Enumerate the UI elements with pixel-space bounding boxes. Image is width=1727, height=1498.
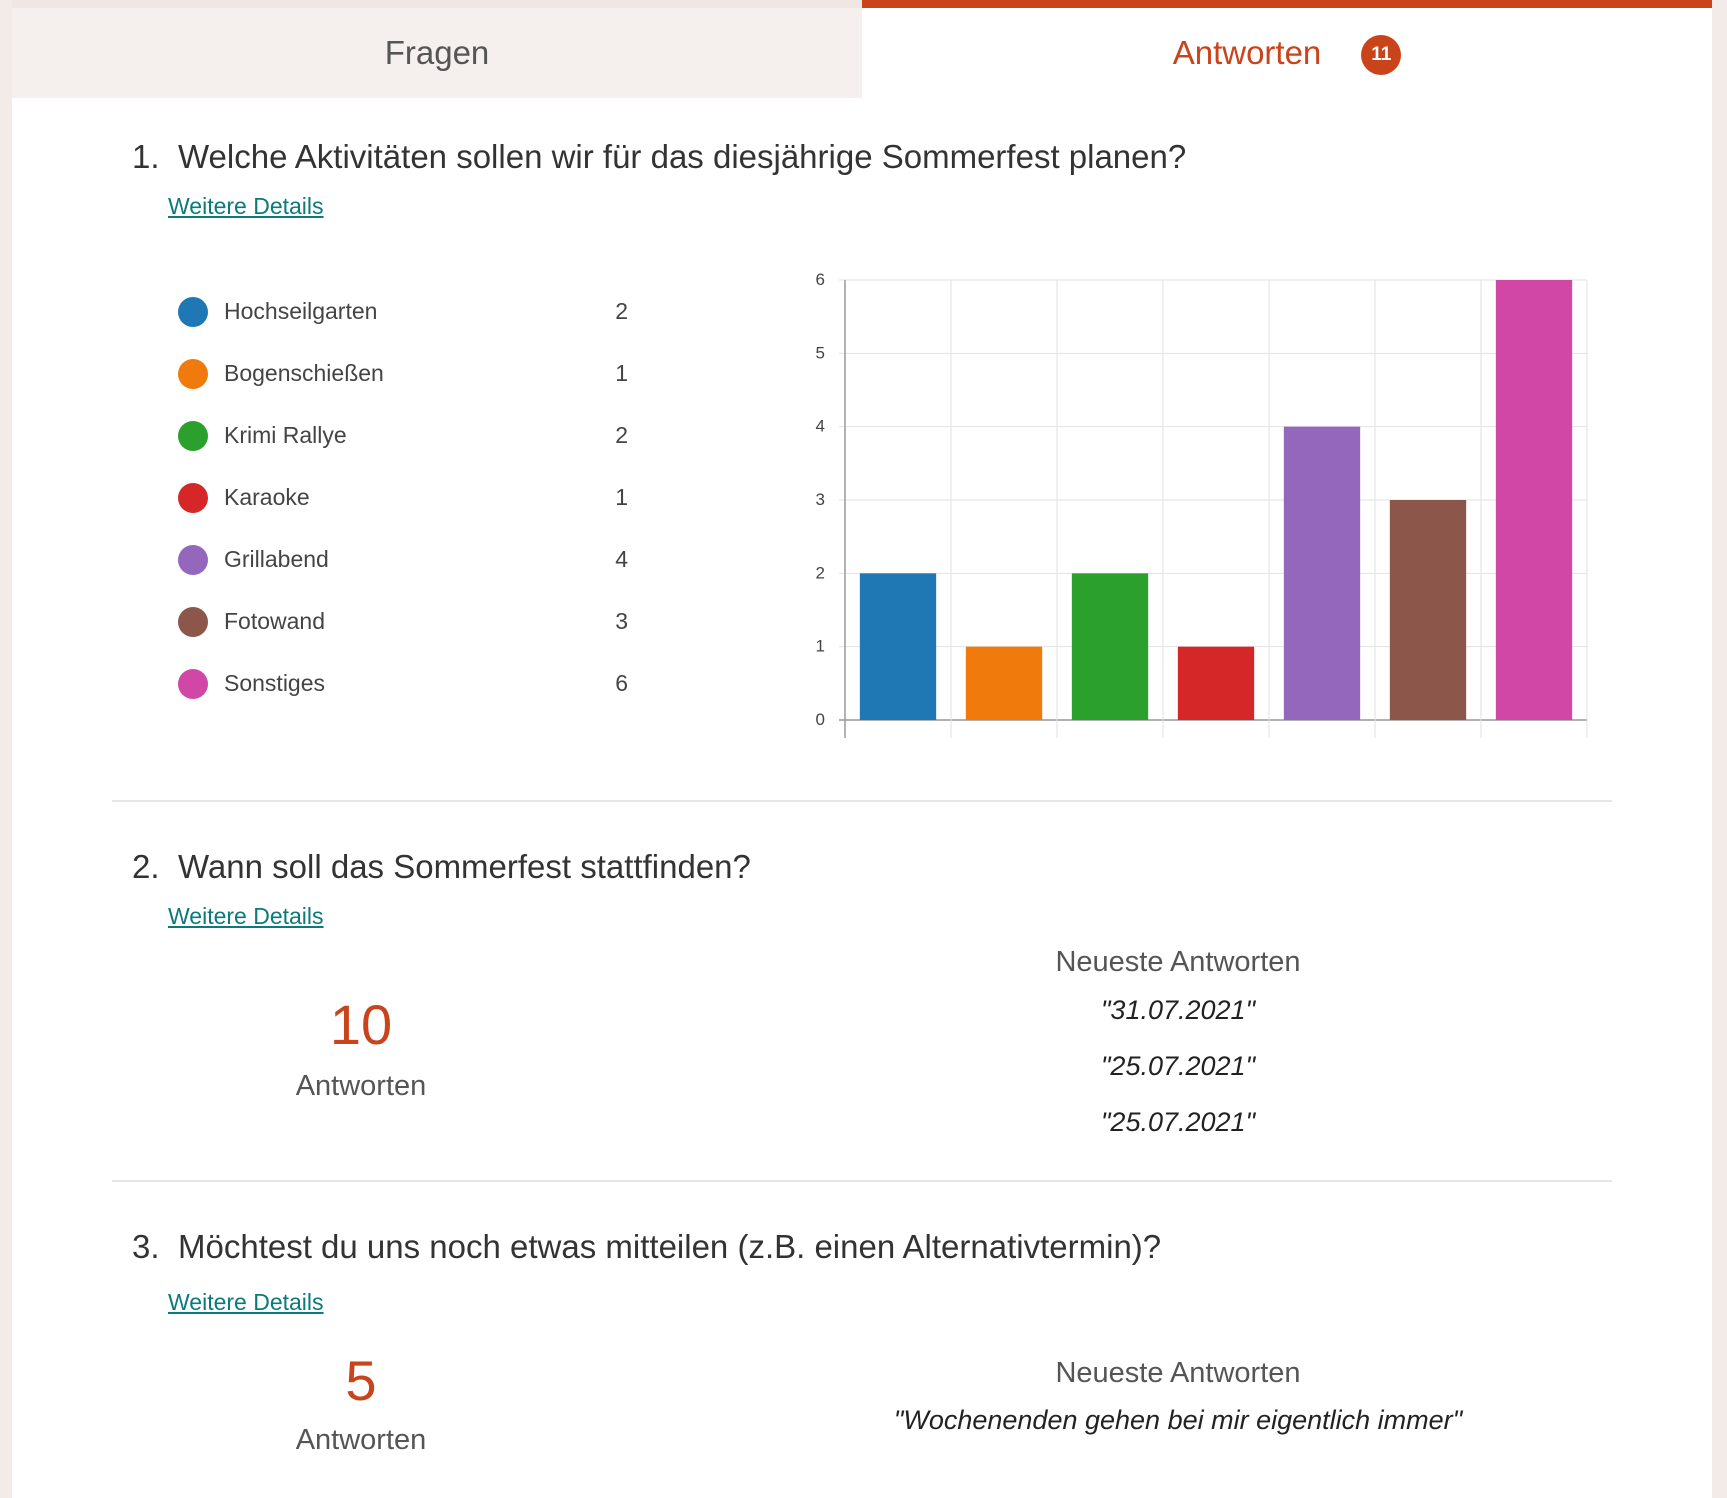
tab-responses-label: Antworten: [1172, 34, 1322, 71]
legend-count: 4: [615, 546, 628, 572]
question-2-response-count: 10: [329, 993, 393, 1056]
y-tick-label: 5: [815, 343, 825, 363]
latest-response: "25.07.2021": [1100, 1051, 1256, 1081]
legend-count: 6: [615, 670, 628, 696]
bar: [966, 647, 1042, 720]
legend-item: [178, 416, 628, 456]
question-3-latest-heading: Neueste Antworten: [1055, 1357, 1301, 1389]
section-divider: [112, 1180, 1612, 1182]
legend-item: [178, 540, 628, 580]
y-tick-label: 4: [815, 416, 825, 436]
question-1-text: Welche Aktivitäten sollen wir für das diesjährige Sommerfest planen?: [178, 138, 1187, 175]
question-2-latest-heading: Neueste Antworten: [1055, 946, 1301, 978]
question-1-number: 1.: [132, 138, 160, 175]
tab-questions[interactable]: [12, 0, 862, 98]
legend-color-dot: [178, 359, 208, 389]
question-2-number: 2.: [132, 848, 160, 885]
legend-count: 1: [615, 360, 628, 386]
legend-item: [178, 602, 628, 642]
tab-questions-label: Fragen: [384, 34, 490, 71]
legend-count: 2: [615, 422, 628, 448]
y-tick-label: 1: [815, 636, 825, 656]
legend-color-dot: [178, 669, 208, 699]
y-tick-label: 2: [815, 563, 825, 583]
question-3-details-link[interactable]: Weitere Details: [168, 1289, 324, 1315]
question-3-response-count: 5: [345, 1349, 377, 1412]
legend-label: Fotowand: [224, 608, 326, 634]
bar: [1390, 500, 1466, 720]
legend-item: [178, 292, 628, 332]
legend-color-dot: [178, 607, 208, 637]
question-2-text: Wann soll das Sommerfest stattfinden?: [178, 848, 751, 885]
question-3-title: [132, 1228, 1161, 1266]
legend-label: Sonstiges: [224, 670, 326, 696]
question-2-title: [132, 848, 751, 886]
bar: [860, 573, 936, 720]
question-2-response-label: Antworten: [295, 1070, 427, 1102]
y-tick-label: 0: [815, 710, 825, 729]
latest-response: "Wochenenden gehen bei mir eigentlich immer": [893, 1405, 1463, 1435]
responses-count-badge: 11: [1361, 35, 1401, 75]
legend-item: [178, 354, 628, 394]
section-divider: [112, 800, 1612, 802]
legend-label: Krimi Rallye: [224, 422, 347, 448]
legend-count: 3: [615, 608, 628, 634]
question-2-details-link[interactable]: Weitere Details: [168, 903, 324, 929]
legend-item: [178, 664, 628, 704]
y-tick-label: 3: [815, 490, 825, 509]
legend-color-dot: [178, 421, 208, 451]
latest-response: "25.07.2021": [1100, 1107, 1256, 1137]
latest-response: "31.07.2021": [1100, 995, 1256, 1025]
bar: [1284, 427, 1360, 720]
tab-bar: [12, 0, 1712, 98]
question-3-response-label: Antworten: [295, 1424, 427, 1456]
legend-count: 2: [615, 298, 628, 324]
legend-label: Karaoke: [224, 484, 310, 510]
legend-item: [178, 478, 628, 518]
question-1-bar-chart: [792, 255, 1602, 755]
bar: [1072, 573, 1148, 720]
legend-count: 1: [615, 484, 628, 510]
legend-color-dot: [178, 545, 208, 575]
bar: [1178, 647, 1254, 720]
question-3-text: Möchtest du uns noch etwas mitteilen (z.B. einen Alternativtermin)?: [178, 1228, 1162, 1265]
question-1-title: [132, 138, 1186, 176]
bar: [1496, 280, 1572, 720]
tab-responses[interactable]: [862, 0, 1712, 98]
legend-color-dot: [178, 297, 208, 327]
question-3-number: 3.: [132, 1228, 160, 1265]
legend-label: Grillabend: [224, 546, 329, 572]
y-tick-label: 6: [815, 270, 825, 289]
question-1-details-link[interactable]: Weitere Details: [168, 193, 324, 219]
legend-label: Bogenschießen: [224, 360, 384, 386]
legend-label: Hochseilgarten: [224, 298, 378, 324]
legend-color-dot: [178, 483, 208, 513]
responses-page: [12, 0, 1712, 1498]
